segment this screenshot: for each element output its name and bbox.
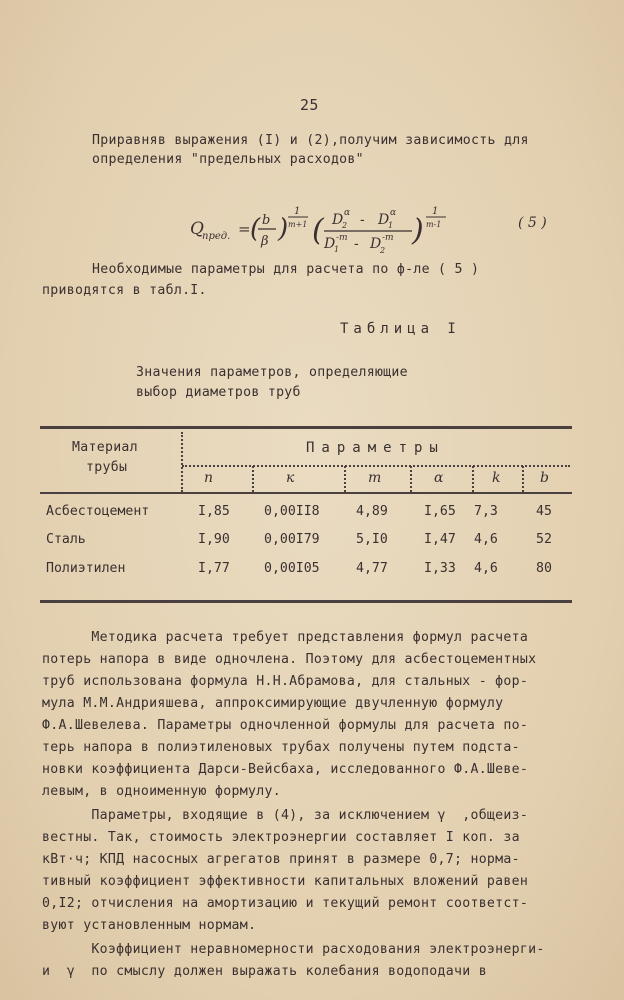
formula-exp1-den: m+1 — [288, 220, 308, 229]
svg-text:): ) — [412, 213, 424, 248]
svg-text:-m: -m — [382, 233, 394, 243]
formula-lhs-sub: пред. — [202, 231, 231, 242]
svg-text:-: - — [360, 212, 365, 228]
params-header-rule — [182, 465, 570, 467]
formula-exp2-den: m-1 — [426, 220, 442, 229]
formula-lhs: Q — [190, 219, 204, 239]
body-line: терь напора в полиэтиленовых трубах получены путем подста- — [42, 740, 520, 755]
svg-text:(: ( — [250, 214, 261, 244]
symbol-alpha: α — [434, 470, 444, 486]
row-material: Полиэтилен — [46, 561, 126, 576]
body-line: и γ по смыслу должен выражать колебания водоподачи в — [42, 964, 487, 979]
formula-equals: = — [238, 220, 251, 238]
svg-text:-m: -m — [336, 233, 348, 243]
table-header-rule — [40, 492, 572, 494]
page-number: 25 — [300, 96, 319, 114]
after-formula-line-1: Необходимые параметры для расчета по ф-ле ( 5 ) — [92, 262, 480, 277]
formula-den-right: D — [370, 236, 382, 252]
body-line: вестны. Так, стоимость электроэнергии составляет I коп. за — [42, 830, 520, 845]
svg-text:1: 1 — [334, 245, 340, 254]
svg-text:2: 2 — [342, 221, 348, 230]
svg-text:2: 2 — [380, 246, 386, 255]
symbol-k: к — [286, 470, 295, 486]
body-line: мула М.М.Андрияшева, аппроксимирующие двучленную формулу — [42, 696, 504, 711]
symbol-b: b — [540, 470, 549, 486]
formula-num-right: D — [378, 212, 390, 228]
body-line: Параметры, входящие в (4), за исключением γ ,общеиз- — [42, 808, 529, 823]
body-line: вуют установленным нормам. — [42, 918, 257, 933]
formula-beta: β — [261, 234, 269, 249]
body-line: левым, в одноименную формулу. — [42, 784, 281, 799]
row-material: Асбестоцемент — [46, 504, 150, 519]
document-page: 25 Приравняв выражения (I) и (2),получим зависимость для определения "предельных расходов" Q пред. = ( b β ) 1 m+1 ( D 2 α - D 1 α D 1 -m - D 2 -m ) 1 m-1 ( 5 ) Необходимые параметры для расчета по ф-ле ( 5 ) приводятся в табл.I. Таблица I Значения параметров, определяющие выбор диаметров труб Материал трубы Параметры n к m α k b Асбестоцемент I,85 0,00II8 4,89 I,65 7,3 45 Сталь I,90 0,00I79 5,I0 I,47 4,6 52 Полиэтилен I,77 0,00I05 4,77 I,33 4,6 80 Методика расчета требует представления формул расчета потерь напора в виде одночлена. Поэтому для асбестоцементных труб использована формула Н.Н.Абрамова, для стальных - фор- мула М.М.Андрияшева, аппроксимирующие двучленную формулу Ф.А.Шевелева. Параметры одночленной формулы для расчета по- терь напора в полиэтиленовых трубах получены путем подста- новки коэффициента Дарси-Вейсбаха, исследованного Ф.А.Шеве- левым, в одноименную формулу. Параметры, входящие в (4), за исключением γ ,общеиз- вестны. Так, стоимость электроэнергии составляет I коп. за кВт·ч; КПД насосных агрегатов принят в размере 0,7; норма- тивный коэффициент эффективности капитальных вложений равен 0,I2; отчисления на амортизацию и текущий ремонт соответст- вуют установленным нормам. Коэффициент неравномерности расходования электроэнерги- и γ по смыслу должен выражать колебания водоподачи в — [0, 0, 624, 1000]
body-line: труб использована формула Н.Н.Абрамова, для стальных - фор- — [42, 674, 529, 689]
body-line: потерь напора в виде одночлена. Поэтому для асбестоцементных — [42, 652, 537, 667]
formula-exp2-num: 1 — [432, 206, 439, 217]
body-line: Коэффициент неравномерности расходования электроэнерги- — [42, 942, 545, 957]
body-line: тивный коэффициент эффективности капитальных вложений равен — [42, 874, 529, 889]
table-caption-line-2: выбор диаметров труб — [136, 385, 301, 400]
svg-text:): ) — [278, 214, 289, 244]
table-bottom-rule — [40, 600, 572, 603]
svg-text:α: α — [390, 208, 397, 218]
params-header: Параметры — [306, 440, 445, 456]
body-line: 0,I2; отчисления на амортизацию и текущий ремонт соответст- — [42, 896, 529, 911]
formula-exp1-num: 1 — [294, 206, 301, 217]
body-line: Ф.А.Шевелева. Параметры одночленной формулы для расчета по- — [42, 718, 529, 733]
body-line: новки коэффициента Дарси-Вейсбаха, исследованного Ф.А.Шеве- — [42, 762, 529, 777]
after-formula-line-2: приводятся в табл.I. — [42, 283, 207, 298]
intro-line-2: определения "предельных расходов" — [92, 152, 364, 167]
svg-text:α: α — [344, 208, 351, 218]
formula-b: b — [262, 213, 271, 228]
symbol-n: n — [204, 470, 214, 486]
material-header-2: трубы — [86, 460, 128, 475]
formula-number: ( 5 ) — [518, 215, 547, 231]
svg-text:(: ( — [312, 213, 324, 248]
material-header-1: Материал — [72, 440, 138, 455]
formula-den-left: D — [324, 236, 336, 252]
row-material: Сталь — [46, 532, 86, 547]
svg-text:1: 1 — [388, 221, 394, 230]
body-line: кВт·ч; КПД насосных агрегатов принят в размере 0,7; норма- — [42, 852, 520, 867]
body-line: Методика расчета требует представления формул расчета — [42, 630, 529, 645]
table-top-rule — [40, 426, 572, 429]
formula-5 — [190, 200, 580, 260]
symbol-m: m — [368, 470, 382, 486]
table-title: Таблица I — [340, 321, 461, 337]
formula-num-left: D — [332, 212, 344, 228]
symbol-k2: k — [492, 470, 501, 486]
intro-line-1: Приравняв выражения (I) и (2),получим зависимость для — [92, 133, 529, 148]
svg-text:-: - — [354, 236, 359, 252]
table-caption-line-1: Значения параметров, определяющие — [136, 365, 408, 380]
